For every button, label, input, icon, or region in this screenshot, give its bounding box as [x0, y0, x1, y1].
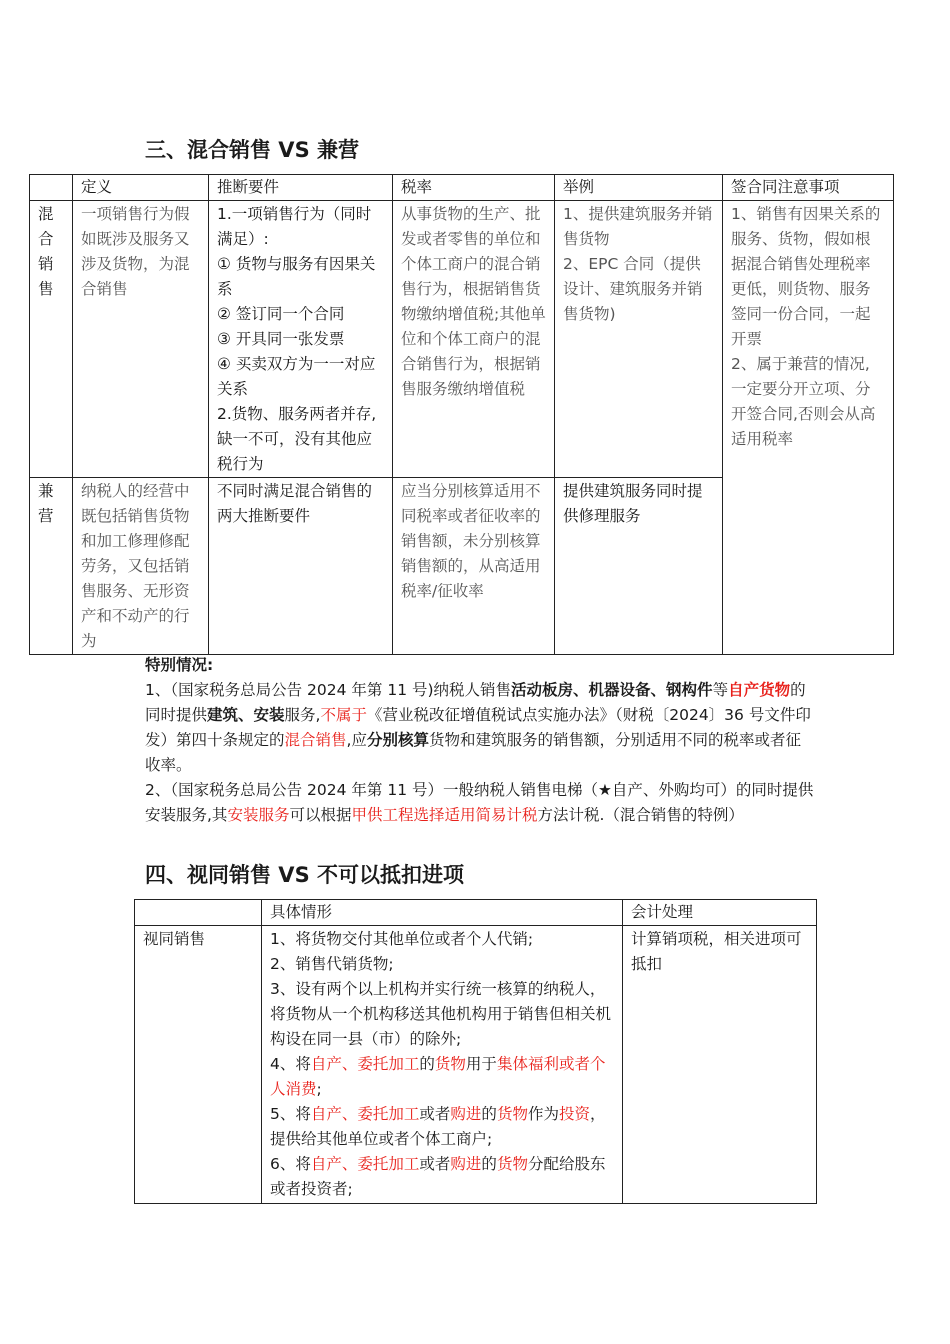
header-blank	[135, 900, 262, 926]
text: 的	[481, 1105, 497, 1123]
mixed-sales-vs-concurrent-table	[29, 174, 894, 655]
table-header-row	[30, 175, 894, 201]
text: 4、将	[270, 1055, 311, 1073]
list-item: 2、销售代销货物;	[270, 955, 394, 973]
criteria-concurrent: 不同时满足混合销售的两大推断要件	[209, 478, 393, 655]
list-item: 3、设有两个以上机构并实行统一核算的纳税人，将货物从一个机构移送其他机构用于销售但相关机构设在同一县（市）的除外;	[270, 980, 612, 1048]
highlight: 货物	[496, 1105, 528, 1123]
text: 或者	[419, 1105, 451, 1123]
special-item-2	[145, 778, 815, 828]
header-definition: 定义	[73, 175, 209, 201]
text: 5、将	[270, 1105, 311, 1123]
contract-note: 1、销售有因果关系的服务、货物，假如根据混合销售处理税率更低，则货物、服务签同一份合同，一起开票	[731, 205, 881, 348]
text: 分配给股东或者投资者;	[270, 1155, 606, 1198]
emphasis: 建筑、安装	[207, 706, 285, 724]
header-contract-notes: 签合同注意事项	[723, 175, 894, 201]
situations-list	[262, 926, 623, 1204]
criteria-line: ① 货物与服务有因果关系	[217, 255, 376, 298]
tax-rate-mixed-sales: 从事货物的生产、批发或者零售的单位和个体工商户的混合销售行为，根据销售货物缴纳增值税;其他单位和个体工商户的混合销售行为，根据销售服务缴纳增值税	[393, 201, 555, 478]
highlight: 货物	[496, 1155, 528, 1173]
criteria-line: ③ 开具同一张发票	[217, 330, 345, 348]
text: 的	[419, 1055, 435, 1073]
highlight: 自产、委托加工	[310, 1105, 420, 1123]
list-item: 1、将货物交付其他单位或者个人代销;	[270, 930, 534, 948]
text: 1、（国家税务总局公告 2024 年第 11 号)纳税人销售	[145, 681, 512, 699]
table-row-deemed-sales	[135, 926, 817, 1204]
special-item-1	[145, 678, 815, 778]
highlight: 安装服务	[227, 806, 290, 824]
highlight: 不属于	[320, 706, 367, 724]
text: 货物和建筑服务的销售额，分别适用不同的税率或者征收率。	[145, 731, 801, 774]
table-header-row	[135, 900, 817, 926]
criteria-line: ④ 买卖双方为一一对应关系	[217, 355, 376, 398]
accounting-treatment: 计算销项税，相关进项可抵扣	[623, 926, 817, 1204]
text: 可以根据	[289, 806, 352, 824]
text: 作为	[527, 1105, 559, 1123]
text: 《营业税改征增值税试点实施办法》（财税〔2024〕36 号文件印发）第四十条规定的	[145, 706, 811, 749]
emphasis: 分别核算	[366, 731, 429, 749]
row-label-concurrent: 兼营	[30, 478, 73, 655]
header-blank	[30, 175, 73, 201]
highlight: 投资	[558, 1105, 590, 1123]
examples-concurrent: 提供建筑服务同时提供修理服务	[555, 478, 723, 655]
text: 方法计税.（混合销售的特例）	[537, 806, 744, 824]
text: 等	[712, 681, 729, 699]
header-situations: 具体情形	[262, 900, 623, 926]
list-item	[270, 1102, 614, 1152]
list-item	[270, 1152, 614, 1202]
section4-title: 四、视同销售 VS 不可以抵扣进项	[145, 863, 464, 887]
highlight: 购进	[450, 1155, 482, 1173]
criteria-line: ② 签订同一个合同	[217, 305, 345, 323]
header-tax-rate: 税率	[393, 175, 555, 201]
text: ，提供给其他单位或者个体工商户;	[270, 1105, 606, 1148]
list-item	[270, 1052, 614, 1102]
section3-title: 三、混合销售 VS 兼营	[145, 138, 359, 162]
header-accounting: 会计处理	[623, 900, 817, 926]
definition-mixed-sales: 一项销售行为假如既涉及服务又涉及货物，为混合销售	[73, 201, 209, 478]
example-line: 2、EPC 合同（提供设计、建筑服务并销售货物)	[563, 255, 703, 323]
special-title: 特别情况:	[145, 656, 214, 674]
highlight: 自产、委托加工	[310, 1155, 420, 1173]
criteria-mixed-sales	[209, 201, 393, 478]
text: 用于	[465, 1055, 497, 1073]
table-row-mixed-sales	[30, 201, 894, 478]
highlight: 自产货物	[728, 681, 791, 699]
criteria-line: 1.一项销售行为（同时满足）:	[217, 205, 372, 248]
highlight: 混合销售	[284, 731, 347, 749]
text: 或者	[419, 1155, 451, 1173]
highlight: 集体福利或者个人消费	[270, 1055, 606, 1098]
example-line: 1、提供建筑服务并销售货物	[563, 205, 713, 248]
text: ;	[316, 1080, 322, 1098]
examples-mixed-sales	[555, 201, 723, 478]
deemed-sales-table	[134, 899, 817, 1204]
special-cases	[145, 653, 815, 828]
text: ,应	[346, 731, 367, 749]
highlight: 货物	[434, 1055, 466, 1073]
text: 服务,	[284, 706, 321, 724]
text: 的同时提供	[145, 681, 806, 724]
text: 6、将	[270, 1155, 311, 1173]
text: 的	[481, 1155, 497, 1173]
text: 2、（国家税务总局公告 2024 年第 11 号）一般纳税人销售电梯（★自产、外购均可）的同时提供安装服务,其	[145, 781, 814, 824]
highlight: 自产、委托加工	[310, 1055, 420, 1073]
header-examples: 举例	[555, 175, 723, 201]
emphasis: 活动板房、机器设备、钢构件	[511, 681, 713, 699]
criteria-line: 2.货物、服务两者并存,缺一不可，没有其他应税行为	[217, 405, 377, 473]
highlight: 购进	[450, 1105, 482, 1123]
tax-rate-concurrent: 应当分别核算适用不同税率或者征收率的销售额，未分别核算销售额的，从高适用税率/征收率	[393, 478, 555, 655]
contract-note: 2、属于兼营的情况,一定要分开立项、分开签合同,否则会从高适用税率	[731, 355, 876, 448]
row-label-mixed-sales: 混合销售	[30, 201, 73, 478]
definition-concurrent: 纳税人的经营中既包括销售货物和加工修理修配劳务，又包括销售服务、无形资产和不动产的行为	[73, 478, 209, 655]
row-label-deemed-sales: 视同销售	[135, 926, 262, 1204]
header-criteria: 推断要件	[209, 175, 393, 201]
highlight: 甲供工程选择适用简易计税	[351, 806, 538, 824]
contract-notes	[723, 201, 894, 655]
